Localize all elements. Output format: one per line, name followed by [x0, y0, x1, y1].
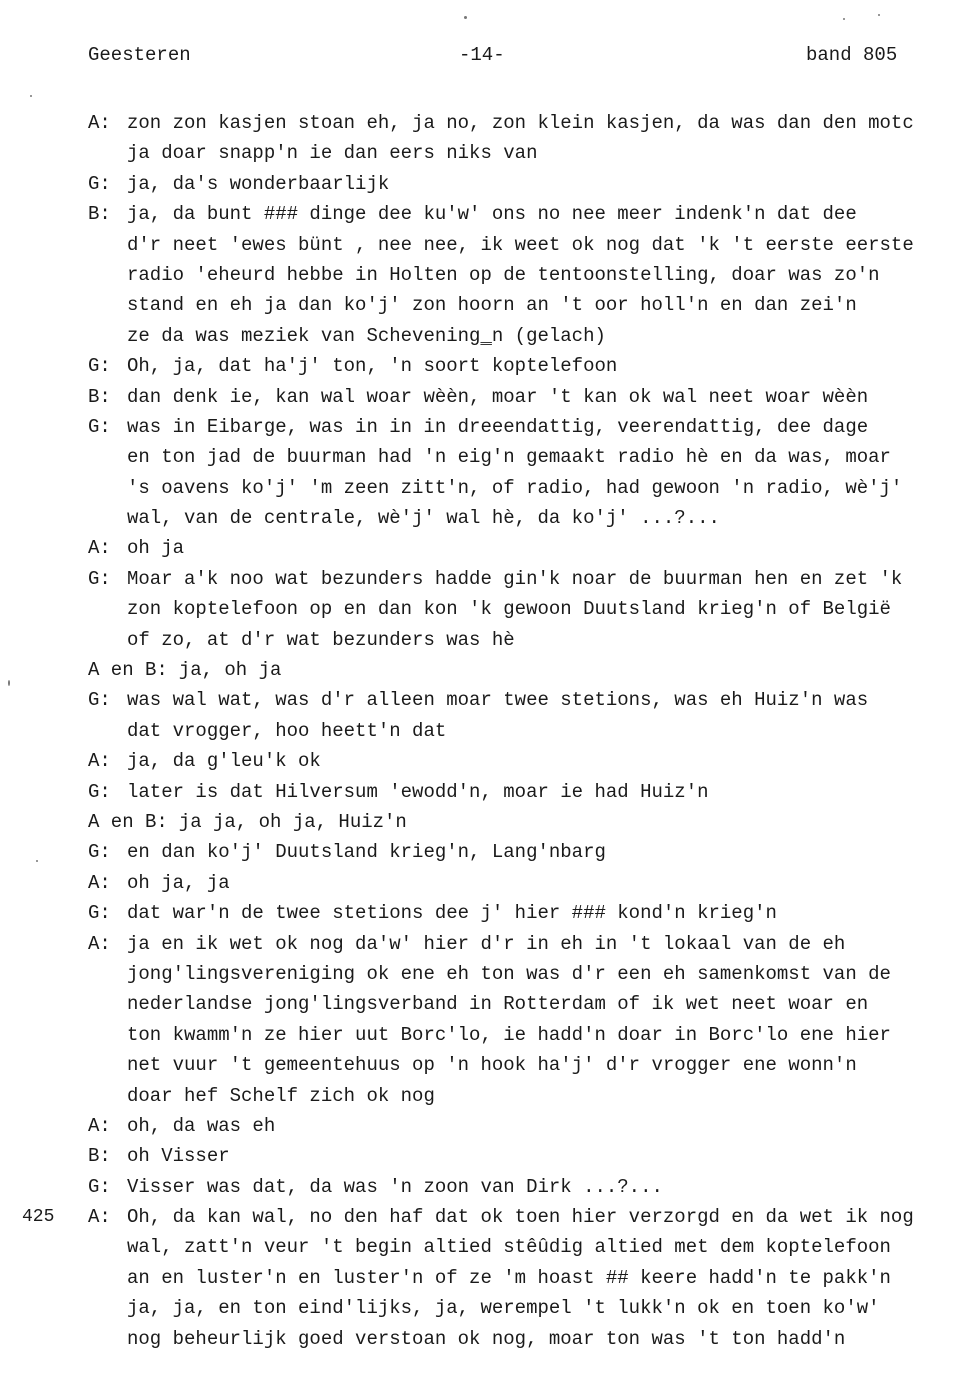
utterance-text: was in Eibarge, was in in in dreeendattig, veerendattig, dee dage: [127, 415, 869, 438]
transcript-line: [0, 1202, 979, 1232]
transcript-line: [0, 1111, 979, 1141]
utterance-text: ja, oh ja: [178, 659, 282, 682]
transcript-line: [0, 503, 979, 533]
utterance-text: radio 'eheurd hebbe in Holten op de tentoonstelling, doar was zo'n: [127, 263, 880, 286]
transcript-line: [0, 351, 979, 381]
speaker-label: B:: [88, 385, 111, 408]
utterance-text: ze da was meziek van Schevening‗n (gelach): [127, 324, 606, 347]
speaker-label: A:: [88, 1114, 111, 1137]
utterance-text: oh Visser: [127, 1145, 230, 1168]
utterance-text: ja doar snapp'n ie dan eers niks van: [127, 142, 538, 165]
utterance-text: stand en eh ja dan ko'j' zon hoorn an 't oor holl'n en dan zei'n: [127, 294, 857, 317]
utterance-text: ja ja, oh ja, Huiz'n: [178, 810, 407, 833]
utterance-text: ton kwamm'n ze hier uut Borc'lo, ie hadd'n doar in Borc'lo ene hier: [127, 1023, 891, 1046]
transcript-line: [0, 594, 979, 624]
transcript-line: [0, 777, 979, 807]
utterance-text: an en luster'n en luster'n of ze 'm hoast ## keere hadd'n te pakk'n: [127, 1266, 891, 1289]
speaker-label: G:: [88, 780, 111, 803]
transcript-line: [0, 321, 979, 351]
transcript-line: [0, 716, 979, 746]
transcript-line: [0, 1232, 979, 1262]
transcript-line: [0, 898, 979, 928]
header-location: Geesteren: [88, 44, 191, 66]
speaker-label: A:: [88, 932, 111, 955]
transcript-line: [0, 655, 979, 685]
transcript-line: [0, 533, 979, 563]
transcript-body: [0, 108, 979, 1354]
scan-speck: [843, 18, 845, 20]
speaker-label: G:: [88, 172, 111, 195]
utterance-text: zon koptelefoon op en dan kon 'k gewoon Duutsland krieg'n of België: [127, 598, 891, 621]
tape-band-label: band 805: [806, 44, 898, 66]
transcript-line: [0, 989, 979, 1019]
transcript-line: [0, 382, 979, 412]
utterance-text: was wal wat, was d'r alleen moar twee stetions, was eh Huiz'n was: [127, 689, 869, 712]
speaker-label: A:: [88, 112, 111, 134]
utterance-text: dat vrogger, hoo heett'n dat: [127, 719, 447, 742]
speaker-label: G:: [88, 567, 111, 590]
transcript-line: [0, 473, 979, 503]
utterance-text: ja, ja, en ton eind'lijks, ja, werempel 't lukk'n ok en toen ko'w': [127, 1297, 880, 1320]
speaker-label: A:: [88, 537, 111, 560]
utterance-text: en ton jad de buurman had 'n eig'n gemaakt radio hè en da was, moar: [127, 446, 891, 469]
transcript-line: [0, 290, 979, 320]
utterance-text: net vuur 't gemeentehuus op 'n hook ha'j' d'r vrogger ene wonn'n: [127, 1054, 857, 1077]
utterance-text: Moar a'k noo wat bezunders hadde gin'k noar de buurman hen en zet 'k: [127, 567, 903, 590]
transcript-line: [0, 959, 979, 989]
scan-speck: [464, 16, 467, 19]
transcript-line: [0, 929, 979, 959]
transcript-line: [0, 442, 979, 472]
scan-speck: [878, 14, 880, 16]
transcript-line: [0, 746, 979, 776]
transcript-line: [0, 1324, 979, 1354]
transcript-line: [0, 1081, 979, 1111]
transcript-line: [0, 260, 979, 290]
transcript-line: [0, 199, 979, 229]
utterance-text: later is dat Hilversum 'ewodd'n, moar ie had Huiz'n: [127, 780, 709, 803]
margin-line-number: 425: [22, 1207, 55, 1228]
transcript-line: [0, 412, 979, 442]
utterance-text: en dan ko'j' Duutsland krieg'n, Lang'nbarg: [127, 841, 606, 864]
page-number: -14-: [459, 44, 505, 66]
scan-speck: [8, 680, 10, 686]
transcript-line: [0, 685, 979, 715]
utterance-text: oh ja: [127, 537, 185, 560]
speaker-label: B:: [88, 203, 111, 226]
transcript-line: [0, 1263, 979, 1293]
utterance-text: zon zon kasjen stoan eh, ja no, zon klein kasjen, da was dan den motc: [127, 112, 914, 134]
utterance-text: wal, zatt'n veur 't begin altied stêûdig altied met dem koptelefoon: [127, 1236, 891, 1259]
speaker-label: G:: [88, 355, 111, 378]
speaker-label: A en B:: [88, 659, 168, 682]
utterance-text: wal, van de centrale, wè'j' wal hè, da ko'j' ...?...: [127, 507, 720, 530]
utterance-text: ja, da's wonderbaarlijk: [127, 172, 390, 195]
utterance-text: nederlandse jong'lingsverband in Rotterdam of ik wet neet woar en: [127, 993, 869, 1016]
transcript-line: [0, 1293, 979, 1323]
transcript-line: [0, 108, 979, 138]
transcript-line: [0, 625, 979, 655]
speaker-label: G:: [88, 1175, 111, 1198]
speaker-label: A:: [88, 750, 111, 773]
utterance-text: 's oavens ko'j' 'm zeen zitt'n, of radio, had gewoon 'n radio, wè'j': [127, 476, 903, 499]
speaker-label: B:: [88, 1145, 111, 1168]
utterance-text: dan denk ie, kan wal woar wèèn, moar 't kan ok wal neet woar wèèn: [127, 385, 869, 408]
transcript-line: [0, 1141, 979, 1171]
transcript-line: [0, 1020, 979, 1050]
transcript-line: [0, 1050, 979, 1080]
speaker-label: A:: [88, 1206, 111, 1229]
transcript-line: [0, 230, 979, 260]
utterance-text: Visser was dat, da was 'n zoon van Dirk ...?...: [127, 1175, 663, 1198]
scan-speck: [36, 860, 38, 862]
utterance-text: ja, da bunt ### dinge dee ku'w' ons no nee meer indenk'n dat dee: [127, 203, 857, 226]
utterance-text: jong'lingsvereniging ok ene eh ton was d'r een eh samenkomst van de: [127, 962, 891, 985]
transcript-line: [0, 138, 979, 168]
utterance-text: d'r neet 'ewes bünt , nee nee, ik weet ok nog dat 'k 't eerste eerste: [127, 233, 914, 256]
utterance-text: Oh, ja, dat ha'j' ton, 'n soort koptelefoon: [127, 355, 618, 378]
transcript-line: [0, 1172, 979, 1202]
transcript-line: [0, 169, 979, 199]
transcript-line: [0, 868, 979, 898]
transcript-line: [0, 807, 979, 837]
utterance-text: of zo, at d'r wat bezunders was hè: [127, 628, 515, 651]
utterance-text: dat war'n de twee stetions dee j' hier ### kond'n krieg'n: [127, 902, 777, 925]
utterance-text: doar hef Schelf zich ok nog: [127, 1084, 435, 1107]
transcript-line: [0, 564, 979, 594]
utterance-text: ja en ik wet ok nog da'w' hier d'r in eh in 't lokaal van de eh: [127, 932, 846, 955]
utterance-text: oh, da was eh: [127, 1114, 276, 1137]
scan-speck: [30, 95, 32, 97]
utterance-text: ja, da g'leu'k ok: [127, 750, 321, 773]
speaker-label: A:: [88, 871, 111, 894]
utterance-text: Oh, da kan wal, no den haf dat ok toen hier verzorgd en da wet ik nog: [127, 1206, 914, 1229]
speaker-label: G:: [88, 415, 111, 438]
speaker-label: G:: [88, 689, 111, 712]
utterance-text: nog beheurlijk goed verstoan ok nog, moar ton was 't ton hadd'n: [127, 1327, 846, 1350]
transcript-line: [0, 837, 979, 867]
utterance-text: oh ja, ja: [127, 871, 230, 894]
speaker-label: G:: [88, 902, 111, 925]
speaker-label: A en B:: [88, 810, 168, 833]
speaker-label: G:: [88, 841, 111, 864]
